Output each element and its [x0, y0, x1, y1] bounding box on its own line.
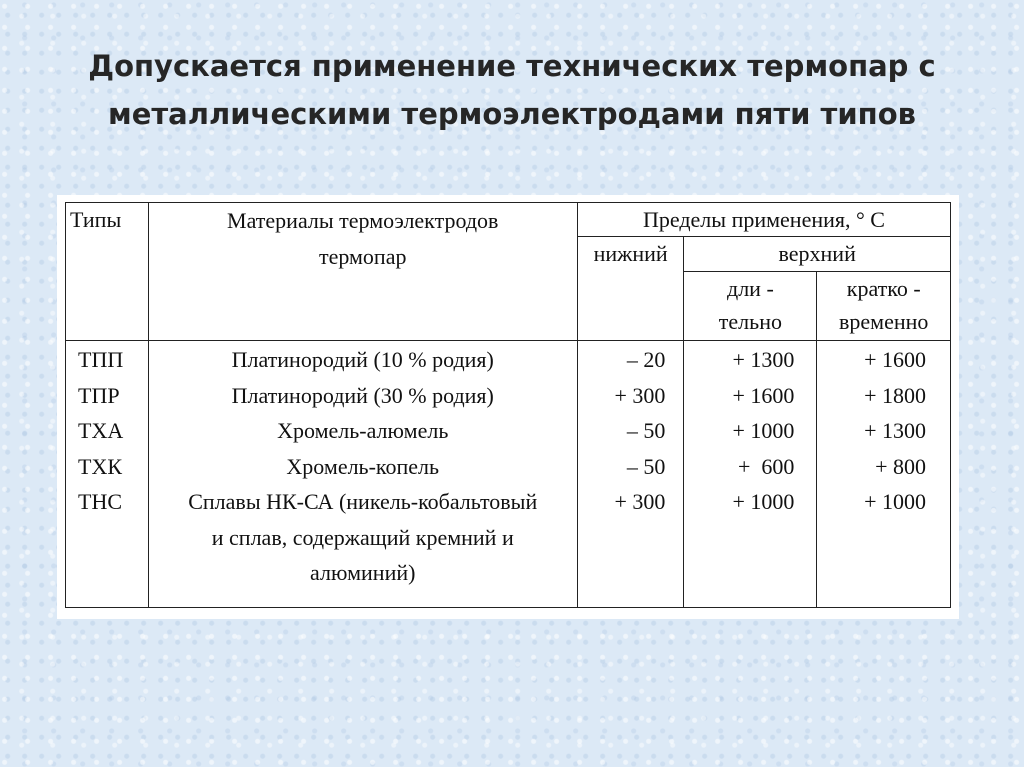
material-value: Платинородий (10 % родия): [231, 347, 494, 372]
header-materials-text: Материалы термоэлектродов термопар: [227, 208, 499, 269]
long-term-limit-value: + 1000: [732, 418, 795, 443]
short-term-limit-value: + 1800: [864, 382, 926, 408]
table-panel: [57, 195, 959, 619]
lower-limit-value: – 20: [626, 347, 666, 372]
type-value: ТПП: [78, 347, 124, 372]
header-limits: Пределы применения, ° С: [577, 203, 950, 237]
table-header-row: [66, 203, 951, 237]
header-short-term-text: кратко - временно: [839, 276, 929, 334]
long-term-limit-value: + 1300: [732, 347, 795, 372]
header-types: Типы: [66, 203, 149, 341]
type-value: ТНС: [78, 489, 122, 514]
lower-limit-value: + 300: [614, 382, 666, 408]
short-term-limit-cell: [817, 341, 951, 608]
type-value: ТХК: [78, 453, 122, 479]
short-term-limit-value: + 1300: [864, 418, 926, 443]
lower-limit-value: – 50: [626, 453, 666, 479]
thermocouple-table: [65, 202, 951, 608]
short-term-limit-value: + 1600: [864, 347, 926, 372]
header-upper: верхний: [684, 237, 951, 272]
type-value: ТПР: [78, 382, 120, 408]
header-short-term: [817, 272, 951, 341]
material-value: алюминий): [310, 560, 416, 585]
materials-cell: [148, 341, 577, 608]
types-cell: [66, 341, 149, 608]
long-term-limit-cell: [684, 341, 817, 608]
lower-limit-value: – 50: [626, 418, 666, 443]
table-body-row: [66, 341, 951, 608]
long-term-limit-value: + 1600: [732, 382, 795, 408]
header-long-term-text: дли - тельно: [718, 276, 782, 334]
header-materials: [148, 203, 577, 341]
material-value: и сплав, содержащий кремний и: [211, 524, 514, 550]
long-term-limit-value: + 1000: [732, 489, 795, 514]
slide-title-line-2: металлическими термоэлектродами пяти типов: [107, 97, 916, 131]
material-value: Хромель-алюмель: [277, 418, 449, 443]
header-lower: нижний: [577, 237, 683, 341]
slide-title: [30, 42, 994, 138]
header-long-term: [684, 272, 817, 341]
material-value: Платинородий (30 % родия): [231, 382, 494, 408]
lower-limit-cell: [577, 341, 683, 608]
long-term-limit-value: + 600: [738, 453, 795, 479]
material-value: Хромель-копель: [286, 453, 440, 479]
type-value: ТХА: [78, 418, 124, 443]
slide-title-line-1: Допускается применение технических термопар с: [88, 49, 936, 83]
lower-limit-value: + 300: [614, 489, 666, 514]
short-term-limit-value: + 800: [875, 453, 926, 479]
material-value: Сплавы НК-СА (никель-кобальтовый: [188, 489, 538, 514]
short-term-limit-value: + 1000: [864, 489, 926, 514]
